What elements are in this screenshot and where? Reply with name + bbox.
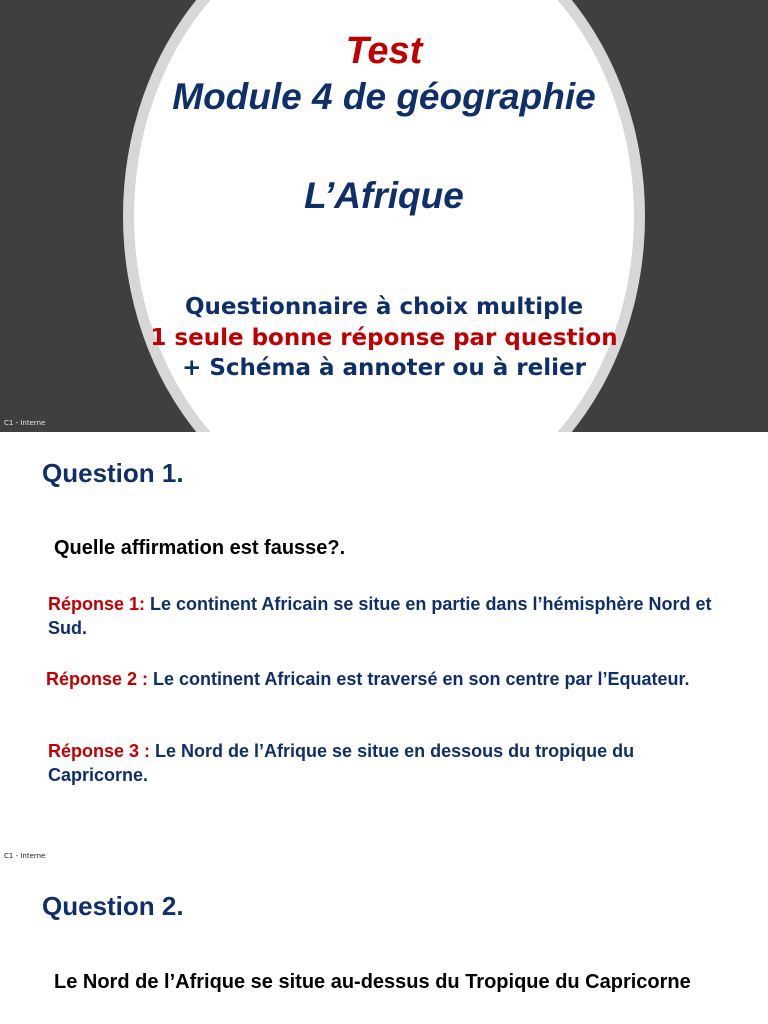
answer-2-text: Le continent Africain est traversé en son centre par l’Equateur. xyxy=(148,669,690,689)
question-1-prompt: Quelle affirmation est fausse?. xyxy=(54,537,346,559)
title-slide xyxy=(0,0,768,432)
classification-tag: C1 - Interne xyxy=(4,419,46,427)
answer-1-text: Le continent Africain se situe en partie dans l’hémisphère Nord et Sud. xyxy=(48,594,712,638)
subtitle-line-2: 1 seule bonne réponse par question xyxy=(150,325,618,351)
question-1-title: Question 1. xyxy=(42,458,184,488)
answer-2 xyxy=(46,667,726,691)
question-2-prompt: Le Nord de l’Afrique se situe au-dessus du Tropique du Capricorne xyxy=(54,971,691,993)
answer-3-label: Réponse 3 : xyxy=(48,741,151,761)
answer-3 xyxy=(48,739,728,787)
classification-tag: C1 - Interne xyxy=(4,852,46,860)
subtitle-line-3: + Schéma à annoter ou à relier xyxy=(182,355,586,381)
answer-3-text: Le Nord de l’Afrique se situe en dessous du tropique du Capricorne. xyxy=(48,741,635,785)
answer-1-label: Réponse 1: xyxy=(48,594,146,614)
subtitle-line-1: Questionnaire à choix multiple xyxy=(184,294,584,320)
title-afrique: L’Afrique xyxy=(304,175,464,216)
title-test: Test xyxy=(345,30,423,72)
title-module: Module 4 de géographie xyxy=(172,76,596,117)
question-2-title: Question 2. xyxy=(42,891,184,921)
answer-1 xyxy=(48,592,728,640)
answer-2-label: Réponse 2 : xyxy=(46,669,149,689)
